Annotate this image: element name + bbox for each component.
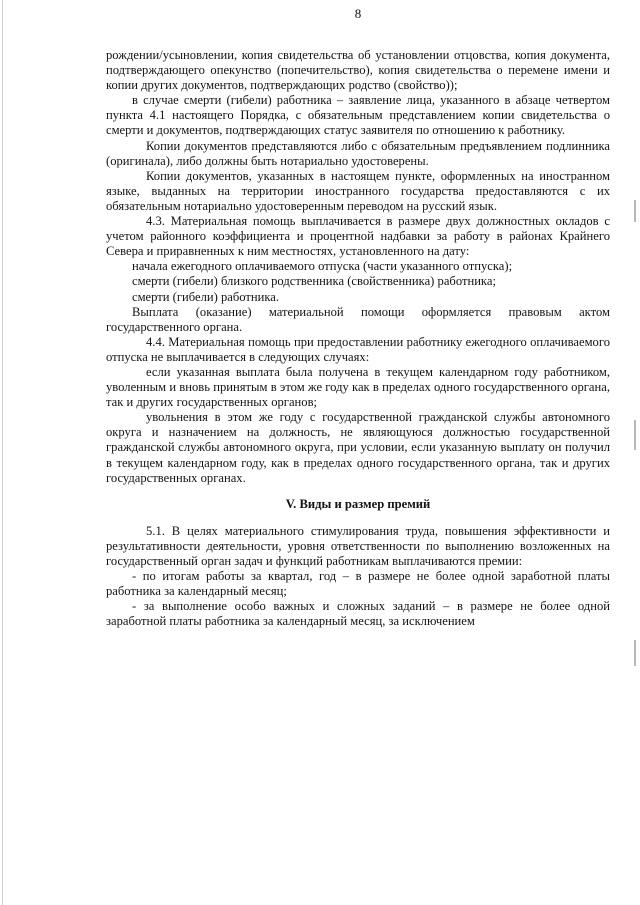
paragraph: Выплата (оказание) материальной помощи оформляется правовым актом государственного органа.: [106, 304, 610, 334]
list-item: смерти (гибели) близкого родственника (свойственника) работника;: [132, 274, 496, 289]
scan-edge-mark: [634, 420, 636, 450]
page-number: 8: [354, 6, 362, 21]
scan-edge-line: [2, 0, 3, 905]
paragraph: в случае смерти (гибели) работника – заявление лица, указанного в абзаце четвертом пункта 4.1 настоящего Порядка, с обязательным представлением копии свидетельства о смерти и документов, подтверждающих статус заявителя по отношению к работнику.: [106, 93, 610, 138]
section-heading: V. Виды и размер премий: [285, 496, 431, 511]
paragraph: Копии документов представляются либо с обязательным предъявлением подлинника (оригинала), либо должны быть нотариально удостоверены.: [106, 138, 610, 168]
list-item: начала ежегодного оплачиваемого отпуска (части указанного отпуска);: [132, 259, 513, 274]
paragraph: 5.1. В целях материального стимулирования труда, повышения эффективности и результативности деятельности, уровня ответственности по выполнению возложенных на государственный орган задач и функций работникам выплачиваются премии:: [106, 523, 610, 568]
scan-edge-mark: [634, 640, 636, 666]
paragraph: рождении/усыновлении, копия свидетельства об установлении отцовства, копия документа, подтверждающего опекунство (попечительство), копия свидетельства о перемене имени и копии других документов, подтверждающих родство (свойство));: [106, 48, 610, 93]
list-item: если указанная выплата была получена в текущем календарном году работником, уволенным и вновь принятым в этом же году как в пределах одного государственного органа, так и других государственных органов;: [106, 364, 610, 410]
list-item: смерти (гибели) работника.: [132, 289, 280, 304]
paragraph: 4.4. Материальная помощь при предоставлении работнику ежегодного оплачиваемого отпуска не выплачивается в следующих случаях:: [106, 334, 610, 364]
paragraph: Копии документов, указанных в настоящем пункте, оформленных на иностранном языке, выданных на территории иностранного государства предоставляются с их обязательным нотариально удостоверенным переводом на русский язык.: [106, 168, 610, 213]
list-item: - за выполнение особо важных и сложных заданий – в размере не более одной заработной платы работника за календарный месяц, за исключением: [106, 599, 610, 629]
list-item: увольнения в этом же году с государственной гражданской службы автономного округа и назначением на должность, не являющуюся должностью государственной гражданской службы автономного округа, при условии, если указанную выплату он получил в текущем календарном году, как в пределах одного государственного органа, так и других государственных органах.: [106, 410, 610, 485]
scan-edge-mark: [634, 200, 636, 222]
list-item: - по итогам работы за квартал, год – в размере не более одной заработной платы работника за календарный месяц;: [106, 569, 610, 599]
paragraph: 4.3. Материальная помощь выплачивается в размере двух должностных окладов с учетом районного коэффициента и процентной надбавки за работу в районах Крайнего Севера и приравненных к ним местностях, установленного на дату:: [106, 214, 610, 259]
document-body: [106, 48, 610, 629]
